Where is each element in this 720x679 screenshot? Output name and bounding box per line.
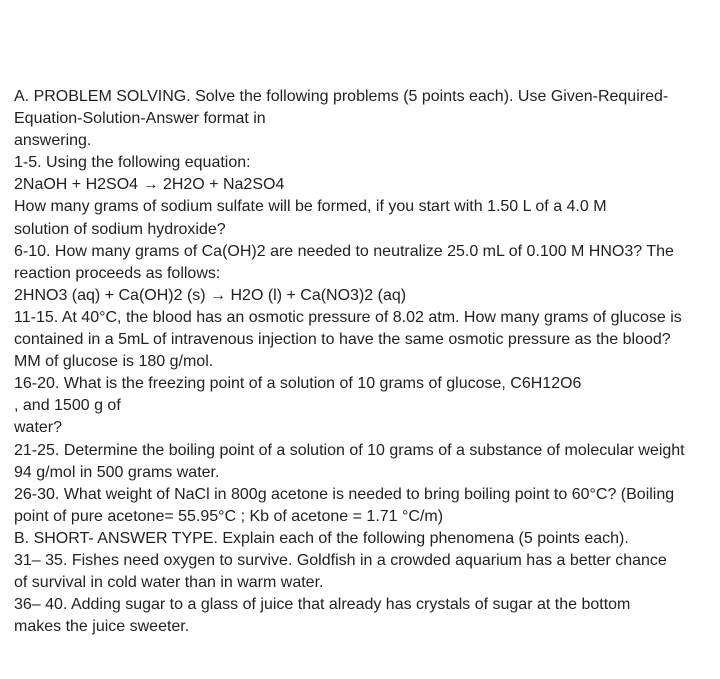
problem-26-30-question-cont: point of pure acetone= 55.95°C ; Kb of acetone = 1.71 °C/m) <box>14 507 444 525</box>
problem-1-5-question: How many grams of sodium sulfate will be formed, if you start with 1.50 L of a 4.0 M <box>14 198 607 216</box>
section-a-heading-cont-2: answering. <box>14 132 92 150</box>
problem-1-5-equation: 2NaOH + H2SO4 → 2H2O + Na2SO4 <box>14 176 285 194</box>
problem-21-25-question-cont: 94 g/mol in 500 grams water. <box>14 463 220 481</box>
problem-16-20-question-cont: , and 1500 g of <box>14 397 121 415</box>
problem-1-5-question-cont: solution of sodium hydroxide? <box>14 220 226 238</box>
problem-16-20-question: 16-20. What is the freezing point of a solution of 10 grams of glucose, C6H12O6 <box>14 375 582 393</box>
section-a-heading-cont: Equation-Solution-Answer format in <box>14 110 266 128</box>
problem-36-40-question-cont: makes the juice sweeter. <box>14 618 190 636</box>
problem-16-20-question-cont-2: water? <box>14 419 63 437</box>
problem-26-30-question: 26-30. What weight of NaCl in 800g acetone is needed to bring boiling point to 60°C? (Boiling <box>14 485 675 503</box>
problem-6-10-equation: 2HNO3 (aq) + Ca(OH)2 (s) → H2O (l) + Ca(NO3)2 (aq) <box>14 286 407 304</box>
section-b-heading: B. SHORT- ANSWER TYPE. Explain each of the following phenomena (5 points each). <box>14 529 629 547</box>
problem-6-10-question: 6-10. How many grams of Ca(OH)2 are needed to neutralize 25.0 mL of 0.100 M HNO3? The <box>14 242 674 260</box>
problem-31-35-question-cont: of survival in cold water than in warm water. <box>14 574 324 592</box>
problem-1-5-intro: 1-5. Using the following equation: <box>14 154 251 172</box>
problem-6-10-question-cont: reaction proceeds as follows: <box>14 264 221 282</box>
problem-36-40-question: 36– 40. Adding sugar to a glass of juice that already has crystals of sugar at the bottom <box>14 596 631 614</box>
problem-11-15-question-cont: contained in a 5mL of intravenous injection to have the same osmotic pressure as the blood? <box>14 331 671 349</box>
problem-11-15-question: 11-15. At 40°C, the blood has an osmotic pressure of 8.02 atm. How many grams of glucose is <box>14 308 682 326</box>
document-body <box>14 86 714 638</box>
problem-21-25-question: 21-25. Determine the boiling point of a solution of 10 grams of a substance of molecular weight <box>14 441 685 459</box>
problem-11-15-question-cont-2: MM of glucose is 180 g/mol. <box>14 353 214 371</box>
section-a-heading: A. PROBLEM SOLVING. Solve the following problems (5 points each). Use Given-Required- <box>14 88 669 105</box>
problem-31-35-question: 31– 35. Fishes need oxygen to survive. Goldfish in a crowded aquarium has a better chance <box>14 551 667 569</box>
